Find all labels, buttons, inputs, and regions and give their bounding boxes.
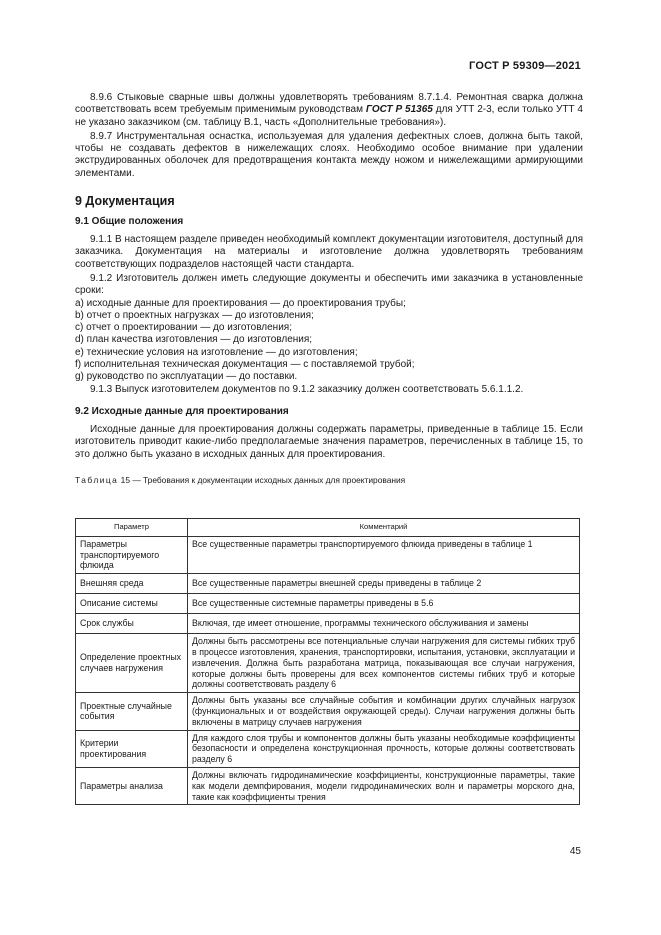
cell-comment: Все существенные параметры транспортируемого флюида приведены в таблице 1 [188, 536, 580, 573]
cell-comment: Включая, где имеет отношение, программы технического обслуживания и замены [188, 614, 580, 634]
table-row [76, 730, 580, 767]
cell-parameter: Параметры анализа [76, 767, 188, 804]
paragraph-9-1-1: 9.1.1 В настоящем разделе приведен необходимый комплект документации изготовителя, доступный для заказчика. Документация на материалы и изготовление должна удовлетворять требованиям соответствующих подразделов настоящей части стандарта. [75, 234, 583, 270]
subsection-title-9-2: 9.2 Исходные данные для проектирования [75, 405, 289, 417]
list-item: d) план качества изготовления — до изготовления; [75, 334, 313, 346]
table-row [76, 574, 580, 594]
list-item: e) технические условия на изготовление — до изготовления; [75, 346, 358, 358]
table-row [76, 767, 580, 804]
table-15 [75, 518, 580, 805]
list-item: f) исполнительная техническая документация — с поставляемой трубой; [75, 359, 415, 371]
cell-parameter: Критерии проектирования [76, 730, 188, 767]
standard-designation: ГОСТ Р 59309—2021 [469, 60, 581, 72]
table-header-row [76, 519, 580, 537]
cell-comment: Все существенные системные параметры приведены в 5.6 [188, 594, 580, 614]
gost-reference[interactable]: ГОСТ Р 51365 [365, 104, 433, 116]
list-item: g) руководство по эксплуатации — до поставки. [75, 371, 298, 383]
list-item: c) отчет о проектировании — до изготовления; [75, 322, 292, 334]
cell-comment: Все существенные параметры внешней среды приведены в таблице 2 [188, 574, 580, 594]
cell-parameter: Проектные случайные события [76, 693, 188, 730]
table-row [76, 614, 580, 634]
paragraph-9-2: Исходные данные для проектирования должны содержать параметры, приведенные в таблице 15. Если изготовитель приводит какие-либо предполагаемые значения параметров, перечисленных в таблице 15, то это должно быть указано в исходных данных для проектирования. [75, 423, 583, 460]
table-row [76, 594, 580, 614]
cell-comment: Должны быть рассмотрены все потенциальные случаи нагружения для системы гибких труб в процессе изготовления, хранения, транспортировки, испытания, установки, эксплуатации и извлечения. Должна быть разработана матрица, показывающая все случаи нагружения, которые должны быть проверены для всех компонентов системы гибких труб и которые должны соответствовать разделу 6 [188, 634, 580, 693]
cell-comment: Для каждого слоя трубы и компонентов должны быть указаны необходимые коэффициенты безопасности и определена конструкционная прочность, которые должны соответствовать разделу 6 [188, 730, 580, 767]
table-caption: Таблица 15 — Требования к документации исходных данных для проектирования [75, 474, 406, 485]
cell-parameter: Описание системы [76, 594, 188, 614]
cell-parameter: Срок службы [76, 614, 188, 634]
cell-parameter: Внешняя среда [76, 574, 188, 594]
table-row [76, 693, 580, 730]
column-header-comment: Комментарий [188, 519, 580, 537]
paragraph-9-1-3: 9.1.3 Выпуск изготовителем документов по 9.1.2 заказчику должен соответствовать 5.6.1.1.2. [90, 383, 524, 395]
paragraph-8-9-6: 8.9.6 Стыковые сварные швы должны удовлетворять требованиям 8.7.1.4. Ремонтная сварка должна соответствовать всем требуемым применимым руководствам ГОСТ Р 51365 для УТТ 2-3, если только УТТ 4 не указано заказчиком (см. таблицу В.1, часть «Дополнительные требования»). [75, 92, 583, 128]
paragraph-9-1-2: 9.1.2 Изготовитель должен иметь следующие документы и обеспечить ими заказчика в установленные сроки: [75, 272, 583, 297]
cell-comment: Должны быть указаны все случайные события и комбинации других случайных нагрузок (функциональных и от воздействия окружающей среды). Случаи нагружения должны быть включены в матрицу случаев нагружения [188, 693, 580, 730]
cell-parameter: Определение проектных случаев нагружения [76, 634, 188, 693]
subsection-title-9-1: 9.1 Общие положения [75, 216, 184, 228]
paragraph-8-9-7: 8.9.7 Инструментальная оснастка, используемая для удаления дефектных слоев, должна быть такой, чтобы не создавать дефектов в нижележащих слоях. Необходимо особое внимание при удалении экструдированных оболочек для предотвращения контакта между ножом и нижележащими армирующими элементами. [75, 130, 583, 179]
cell-parameter: Параметры транспортируемого флюида [76, 536, 188, 573]
list-item: a) исходные данные для проектирования — до проектирования трубы; [75, 297, 406, 309]
section-title: 9 Документация [75, 194, 175, 209]
list-item: b) отчет о проектных нагрузках — до изготовления; [75, 309, 314, 321]
column-header-parameter: Параметр [76, 519, 188, 537]
page-content [75, 92, 583, 490]
document-list [75, 298, 583, 384]
cell-comment: Должны включать гидродинамические коэффициенты, конструкционные параметры, такие как модели демпфирования, модели гидродинамических волн и параметры морского дна, такие как коэффициенты трения [188, 767, 580, 804]
table-row [76, 536, 580, 573]
page-number: 45 [569, 846, 581, 857]
table-row [76, 634, 580, 693]
